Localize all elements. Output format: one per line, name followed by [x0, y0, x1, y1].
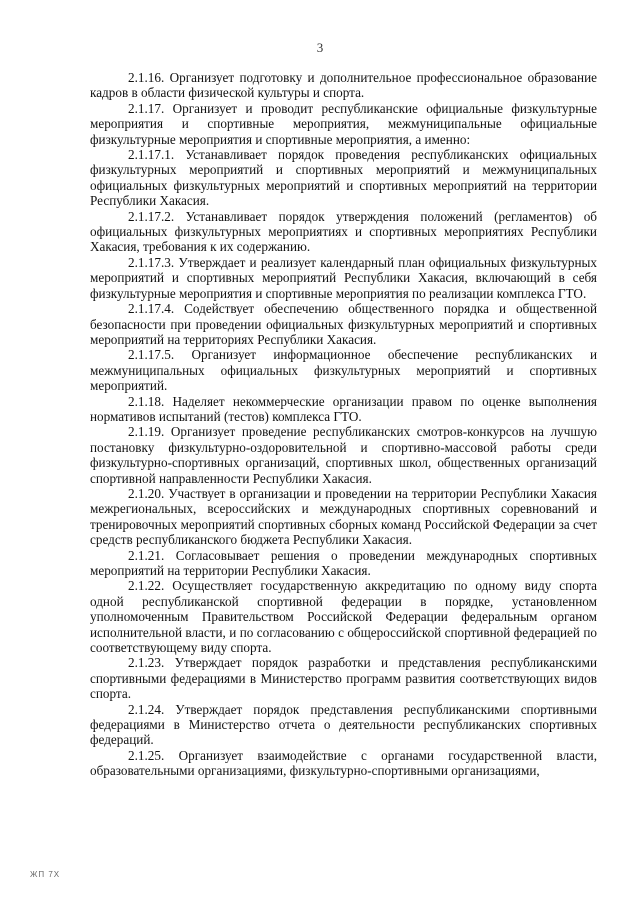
paragraph-2-1-17-1: 2.1.17.1. Устанавливает порядок проведения республиканских официальных физкультурных мероприятий и спортивных мероприятий и межмуниципальных официальных физкультурных мероприятий и спортивных мероприятий на территории Республики Хакасия.	[90, 147, 597, 209]
document-body	[90, 70, 597, 779]
paragraph-2-1-17-3: 2.1.17.3. Утверждает и реализует календарный план официальных физкультурных мероприятий и спортивных мероприятий Республики Хакасия, включающий в себя физкультурные мероприятия и спортивные мероприятия по реализации комплекса ГТО.	[90, 254, 597, 301]
paragraph-2-1-19: 2.1.19. Организует проведение республиканских смотров-конкурсов на лучшую постановку физкультурно-оздоровительной и спортивно-массовой работы среди физкультурно-спортивных организаций, спортивных школ, общественных организаций спортивной направленности Республики Хакасия.	[90, 424, 597, 486]
paragraph-2-1-16: 2.1.16. Организует подготовку и дополнительное профессиональное образование кадров в области физической культуры и спорта.	[90, 70, 597, 101]
paragraph-2-1-22: 2.1.22. Осуществляет государственную аккредитацию по одному виду спорта одной республиканской спортивной федерации в порядке, установленном уполномоченным Правительством Российской Федерации федеральным органом исполнительной власти, и по согласованию с общероссийской спортивной федерацией по соответствующему виду спорта.	[90, 578, 597, 656]
paragraph-2-1-24: 2.1.24. Утверждает порядок представления республиканскими спортивными федерациями в Министерство отчета о деятельности республиканских спортивных федераций.	[90, 701, 597, 748]
paragraph-2-1-17: 2.1.17. Организует и проводит республиканские официальные физкультурные мероприятия и спортивные мероприятия, межмуниципальные официальные физкультурные мероприятия и спортивные мероприятия, а именно:	[90, 100, 597, 147]
paragraph-2-1-25: 2.1.25. Организует взаимодействие с органами государственной власти, образовательными организациями, физкультурно-спортивными организациями,	[90, 747, 597, 779]
paragraph-2-1-18: 2.1.18. Наделяет некоммерческие организации правом по оценке выполнения нормативов испытаний (тестов) комплекса ГТО.	[90, 393, 597, 424]
paragraph-2-1-21: 2.1.21. Согласовывает решения о проведении международных спортивных мероприятий на территории Республики Хакасия.	[90, 547, 597, 578]
paragraph-2-1-17-5: 2.1.17.5. Организует информационное обеспечение республиканских и межмуниципальных официальных физкультурных мероприятий и спортивных мероприятий.	[90, 347, 597, 394]
paragraph-2-1-20: 2.1.20. Участвует в организации и проведении на территории Республики Хакасия межрегиональных, всероссийских и международных спортивных соревнований и тренировочных мероприятий спортивных сборных команд Российской Федерации за счет средств республиканского бюджета Республики Хакасия.	[90, 485, 597, 548]
paragraph-2-1-23: 2.1.23. Утверждает порядок разработки и представления республиканскими спортивными федерациями в Министерство программ развития соответствующих видов спорта.	[90, 655, 597, 702]
paragraph-2-1-17-2: 2.1.17.2. Устанавливает порядок утверждения положений (регламентов) об официальных физкультурных мероприятиях и спортивных мероприятиях Республики Хакасия, требования к их содержанию.	[90, 208, 597, 255]
footer-mark: ЖП 7Х	[30, 870, 61, 879]
page-number: 3	[316, 40, 324, 55]
paragraph-2-1-17-4: 2.1.17.4. Содействует обеспечению общественного порядка и общественной безопасности при проведении официальных физкультурных мероприятий и спортивных мероприятий на территориях Республики Хакасия.	[90, 301, 597, 347]
